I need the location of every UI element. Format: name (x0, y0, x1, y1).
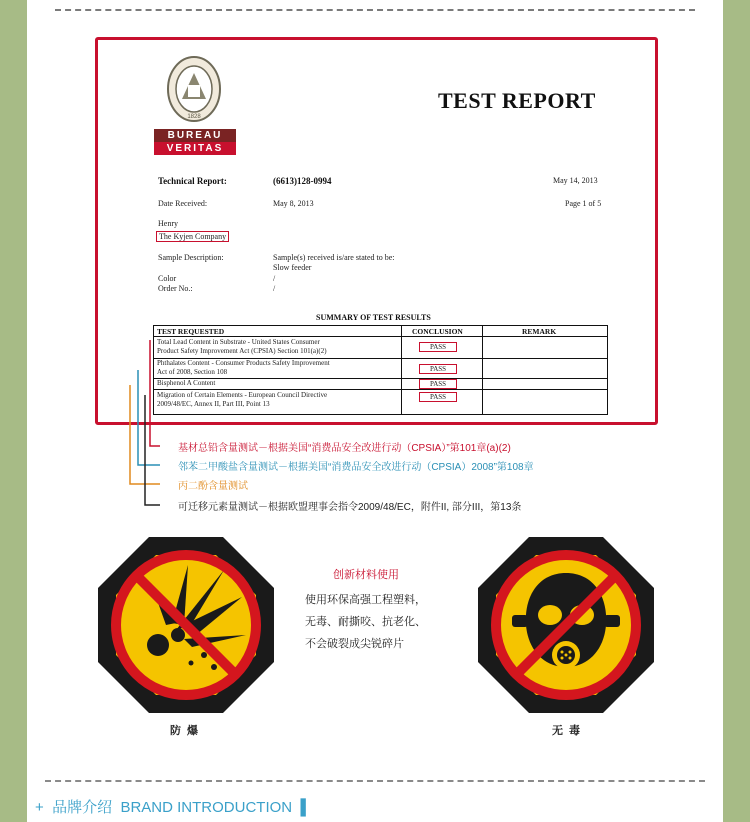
table-row-4-line2: 2009/48/EC, Annex II, Part III, Point 13 (157, 400, 270, 408)
no-toxic-icon (476, 535, 656, 715)
seal-year: 1828 (187, 114, 201, 120)
table-row-2-line1: Phthalates Content - Consumer Products Safety Improvement (157, 359, 330, 367)
table-row-1-line1: Total Lead Content in Substrate - United States Consumer (157, 338, 320, 346)
table-row-2-line2: Act of 2008, Section 108 (157, 368, 228, 376)
table-row-4-result: PASS (419, 392, 457, 402)
addressee-company: The Kyjen Company (156, 231, 229, 242)
top-divider (55, 9, 695, 11)
table-row-1-line2: Product Safety Improvement Act (CPSIA) Section 101(a)(2) (157, 347, 327, 355)
header-remark: REMARK (522, 327, 557, 336)
test-report-document (95, 37, 658, 425)
brand-heading-mark: ▌ (300, 799, 312, 816)
table-row-2-result: PASS (419, 364, 457, 374)
page-number: Page 1 of 5 (565, 199, 602, 208)
logo-veritas: VERITAS (154, 142, 236, 155)
feature-line-2: 无毒、耐撕咬、抗老化、 (305, 616, 426, 628)
feature-line-3: 不会破裂成尖锐碎片 (305, 638, 404, 650)
table-row-3-result: PASS (419, 379, 457, 389)
technical-report-label: Technical Report: (158, 176, 227, 186)
no-explosion-icon (96, 535, 276, 715)
plus-icon: + (35, 799, 44, 816)
label-non-toxic: 无毒 (552, 725, 586, 737)
table-row-4-line1: Migration of Certain Elements - European Council Directive (157, 391, 328, 399)
addressee-name: Henry (158, 219, 178, 228)
label-explosion-proof: 防爆 (170, 725, 204, 737)
header-conclusion: CONCLUSION (412, 327, 463, 336)
color-value: / (273, 274, 276, 283)
sample-description-line2: Slow feeder (273, 263, 312, 272)
feature-heading: 创新材料使用 (333, 569, 399, 581)
brand-heading-cn: 品牌介绍 (52, 799, 113, 816)
color-label: Color (158, 274, 177, 283)
sample-description-label: Sample Description: (158, 253, 224, 262)
annotation-connector-lines (120, 340, 160, 515)
date-received-label: Date Received: (158, 199, 208, 208)
report-date: May 14, 2013 (553, 176, 598, 185)
bureau-veritas-seal-icon (166, 55, 222, 125)
date-received-value: May 8, 2013 (273, 199, 314, 208)
report-title: TEST REPORT (438, 88, 596, 113)
header-test-requested: TEST REQUESTED (157, 327, 225, 336)
logo-bureau: BUREAU (154, 129, 236, 142)
table-row-3-line1: Bisphenol A Content (157, 379, 216, 387)
annotation-lead-content: 基材总铅含量测试－根据美国“消费品安全改进行动（CPSIA）”第101章(a)(2) (178, 443, 511, 454)
order-number-label: Order No.: (158, 284, 193, 293)
summary-title: SUMMARY OF TEST RESULTS (316, 313, 431, 322)
table-row-1-result: PASS (419, 342, 457, 352)
annotation-phthalates: 邻苯二甲酸盐含量测试－根据美国“消费品安全改进行动（CPSIA）2008”第108章 (178, 462, 534, 473)
technical-report-number: (6613)128-0994 (273, 176, 332, 186)
annotation-bisphenol: 丙二酚含量测试 (178, 481, 248, 492)
feature-line-1: 使用环保高强工程塑料， (305, 594, 426, 606)
brand-heading-en: BRAND INTRODUCTION (120, 799, 293, 816)
order-number-value: / (273, 284, 276, 293)
annotation-migration: 可迁移元素量测试－根据欧盟理事会指令2009/48/EC，附件II, 部分III，第13条 (178, 502, 522, 513)
sample-description-line1: Sample(s) received is/are stated to be: (273, 253, 395, 262)
bottom-divider (45, 780, 705, 782)
summary-table (153, 325, 608, 415)
brand-introduction-heading (35, 796, 311, 817)
